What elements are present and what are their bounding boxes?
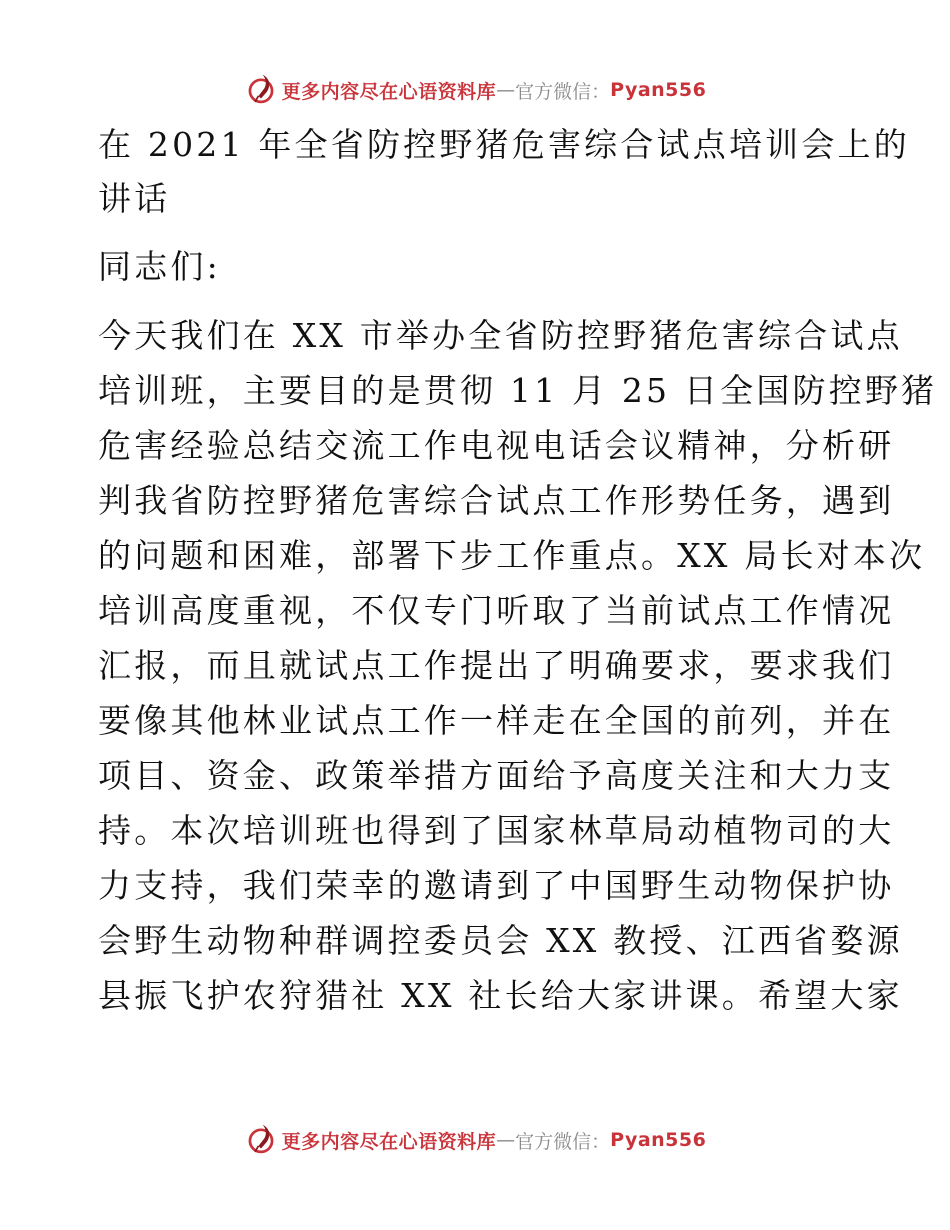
paragraph-line: 会野生动物种群调控委员会 XX 教授、江西省婺源 <box>98 921 903 960</box>
quill-circle-logo-icon <box>244 1123 278 1157</box>
paragraph-line: 持。本次培训班也得到了国家林草局动植物司的大 <box>98 811 895 850</box>
watermark-brand-text: 更多内容尽在心语资料库 <box>281 1130 497 1153</box>
header-watermark <box>0 70 950 110</box>
document-title <box>98 118 910 226</box>
footer-watermark <box>0 1120 950 1160</box>
paragraph-line: 培训高度重视，不仅专门听取了当前试点工作情况 <box>98 591 895 630</box>
paragraph-line: 汇报，而且就试点工作提出了明确要求，要求我们 <box>98 646 895 685</box>
watermark-dash: — <box>496 79 516 101</box>
paragraph-line: 要像其他林业试点工作一样走在全国的前列，并在 <box>98 701 895 740</box>
paragraph-line: 培训班，主要目的是贯彻 11 月 25 日全国防控野猪 <box>98 371 938 410</box>
watermark-brand-text: 更多内容尽在心语资料库 <box>281 80 497 103</box>
watermark-contact-label: 官方微信： <box>515 80 611 103</box>
watermark-contact-id: Pyan556 <box>610 79 707 101</box>
watermark-contact-label: 官方微信： <box>515 1130 611 1153</box>
paragraph-line: 判我省防控野猪危害综合试点工作形势任务，遇到 <box>98 481 895 520</box>
title-line: 在 2021 年全省防控野猪危害综合试点培训会上的 <box>98 125 910 164</box>
watermark-dash: — <box>496 1129 516 1151</box>
quill-circle-logo-icon <box>244 73 278 107</box>
paragraph-line: 危害经验总结交流工作电视电话会议精神，分析研 <box>98 426 895 465</box>
paragraph-line: 项目、资金、政策举措方面给予高度关注和大力支 <box>98 756 895 795</box>
paragraph-line: 的问题和困难，部署下步工作重点。XX 局长对本次 <box>98 536 926 575</box>
paragraph-line: 县振飞护农狩猎社 XX 社长给大家讲课。希望大家 <box>98 976 903 1015</box>
document-body <box>98 118 938 1023</box>
title-line: 讲话 <box>98 179 171 218</box>
watermark-contact-id: Pyan556 <box>610 1129 707 1151</box>
paragraph-line: 今天我们在 XX 市举办全省防控野猪危害综合试点 <box>98 316 903 355</box>
paragraph-line: 力支持，我们荣幸的邀请到了中国野生动物保护协 <box>98 866 895 905</box>
greeting: 同志们: <box>98 247 221 286</box>
body-paragraph <box>98 308 938 1023</box>
